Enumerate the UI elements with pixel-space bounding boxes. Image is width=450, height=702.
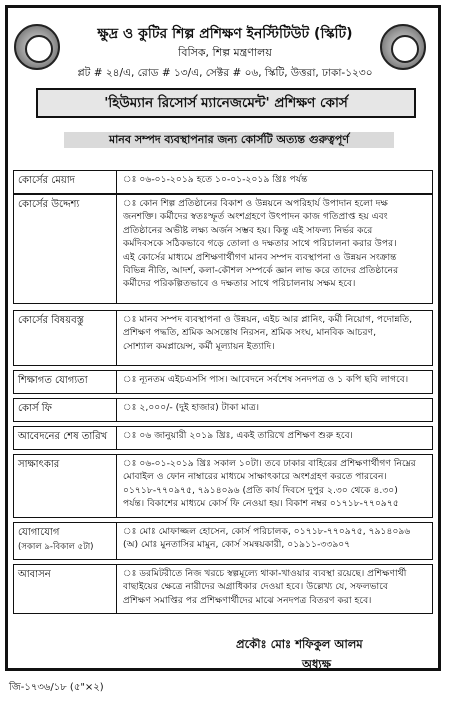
row-value: ঃ ০৬-০১-২০১৯ খ্রিঃ সকাল ১০টা। তবে ঢাকার বাহিরের প্রশিক্ষণার্থীগণ নিম্নের মোবাইল ও ফোন নাম্বারের মাধ্যমে সাক্ষাৎকারে অংশগ্রহণ করতে পারবেন। ০১৭১৮-৭৭০৯৭৫, ৭৯১৪০৯৬ (প্রতি কার্য দিবসে দুপুর ২.৩০ থেকে ৪.৩০) পর্যন্ত। বিকাশের মাধ্যমে কোর্স ফি নেওয়া হয়। বিকাশ নম্বর ০১৭১৮-৭৭০৯৭৫ <box>123 458 416 510</box>
course-banner: 'হিউম্যান রিসোর্স ম্যানেজমেন্ট' প্রশিক্ষণ কোর্স <box>36 88 416 118</box>
row-accommodation <box>13 564 433 614</box>
row-interview <box>13 454 433 518</box>
row-label: যোগাযোগ (সকাল ৯-বিকাল ৫টা) <box>14 523 117 559</box>
row-content <box>13 310 433 366</box>
institute-title: ক্ষুদ্র ও কুটির শিল্প প্রশিক্ষণ ইনস্টিটিউট (স্কিটি) <box>97 26 353 42</box>
row-label: আবাসন <box>14 565 117 613</box>
row-value: ঃ মোঃ মোফাজ্জল হোসেন, কোর্স পরিচালক, ০১৭১৮-৭৭০৯৭৫, ৭৯১৪০৯৬ (অ) মোঃ মুনতাসির মামুন, কোর্স সমন্বয়কারী, ০১৯১১-৩৩৯০৭ <box>123 526 411 551</box>
course-subheading: মানব সম্পদ ব্যবস্থাপনার জন্য কোর্সটি অত্যন্ত গুরুত্বপূর্ণ <box>64 132 394 148</box>
row-fee <box>13 398 433 422</box>
institute-subtitle: বিসিক, শিল্প মন্ত্রণালয় <box>178 46 272 59</box>
row-duration <box>13 170 433 194</box>
row-label: কোর্সের উদ্দেশ্য <box>14 195 117 303</box>
row-qualification <box>13 370 433 394</box>
ad-code: জি-১৭৩৬/১৮ (৫"×২) <box>9 682 104 693</box>
row-label: কোর্সের বিষয়বস্তু <box>14 311 117 365</box>
institute-address: প্লট # ২৪/এ, রোড # ১৩/এ, সেক্টর # ০৬, স্কিটি, উত্তরা, ঢাকা-১২৩০ <box>77 67 373 79</box>
row-value: ঃ ডরমিটরীতে নিজ খরচে স্বল্পমূল্যে থাকা-খাওয়ার ব্যবস্থা রয়েছে। প্রশিক্ষণার্থী বাছাইয়ের ক্ষেত্রে নারীদের অগ্রাধিকার দেওয়া হবে। উল্লেখ্য যে, সফলভাবে প্রশিক্ষণ সমাপ্তির পর প্রশিক্ষণার্থীদের মাঝে সনদপত্র বিতরণ করা হবে। <box>123 568 407 606</box>
row-label: শিক্ষাগত যোগ্যতা <box>14 371 117 393</box>
signatory-designation: অধ্যক্ষ <box>302 657 332 671</box>
row-value: ঃ ২,০০০/- (দুই হাজার) টাকা মাত্র। <box>123 402 260 413</box>
row-value: ঃ ০৬ জানুয়ারী ২০১৯ খ্রিঃ, একই তারিখে প্রশিক্ষণ শুরু হবে। <box>123 430 353 441</box>
row-label: সাক্ষাৎকার <box>14 455 117 517</box>
signatory-name: প্রকৌঃ মোঃ শফিকুল আলম <box>236 637 363 651</box>
row-label: কোর্সের মেয়াদ <box>14 171 117 193</box>
row-label: আবেদনের শেষ তারিখ <box>14 427 117 449</box>
row-value: ঃ ০৬-০১-২০১৯ হতে ১০-০১-২০১৯ খ্রিঃ পর্যন্ত <box>123 174 308 185</box>
row-deadline <box>13 426 433 450</box>
row-value: ঃ কোন শিল্প প্রতিষ্ঠানের বিকাশ ও উন্নয়নে অপরিহার্য উপাদান হলো দক্ষ জনশক্তি। কর্মীদের স্বতঃস্ফূর্ত অংশগ্রহণে উৎপাদন কাজ গতিপ্রাপ্ত হয় এবং প্রতিষ্ঠানের অভীষ্ট লক্ষ্য অর্জন সম্ভব হয়। কিন্তু এই সাফল্য নির্ভর করে কর্মদিবসকে সঠিকভাবে গড়ে তোলা ও দক্ষতার সাথে পরিচালনা করার উপর। এই কোর্সের মাধ্যমে প্রশিক্ষণার্থীগণ মানব সম্পদ ব্যবস্থাপনা ও উন্নয়ন সংক্রান্ত বিভিন্ন নীতি, আদর্শ, কলা-কৌশল সম্পর্কে জ্ঞান লাভ করে তাদের প্রতিষ্ঠানের কর্মীদের পরিকল্পিতভাবে ও দক্ষতার সাথে পরিচালনায় সক্ষম হবে। <box>123 198 399 290</box>
row-label: কোর্স ফি <box>14 399 117 421</box>
row-objective <box>13 194 433 304</box>
row-contact <box>13 522 433 560</box>
row-value: ঃ মানব সম্পদ ব্যবস্থাপনা ও উন্নয়ন, এইচ আর প্লানিং, কর্মী নিয়োগ, পদোন্নতি, প্রশিক্ষণ পদ্ধতি, শ্রমিক অসন্তোষ নিরসন, শ্রমিক সংঘ, মানবিক আচরণ, সোশ্যাল কমপ্লায়েন্স, কর্মী মূল্যায়ন ইত্যাদি। <box>123 314 413 352</box>
row-value: ঃ ন্যূনতম এইচএসসি পাস। আবেদনে সর্বশেষ সনদপত্র ও ১ কপি ছবি লাগবে। <box>123 374 409 385</box>
